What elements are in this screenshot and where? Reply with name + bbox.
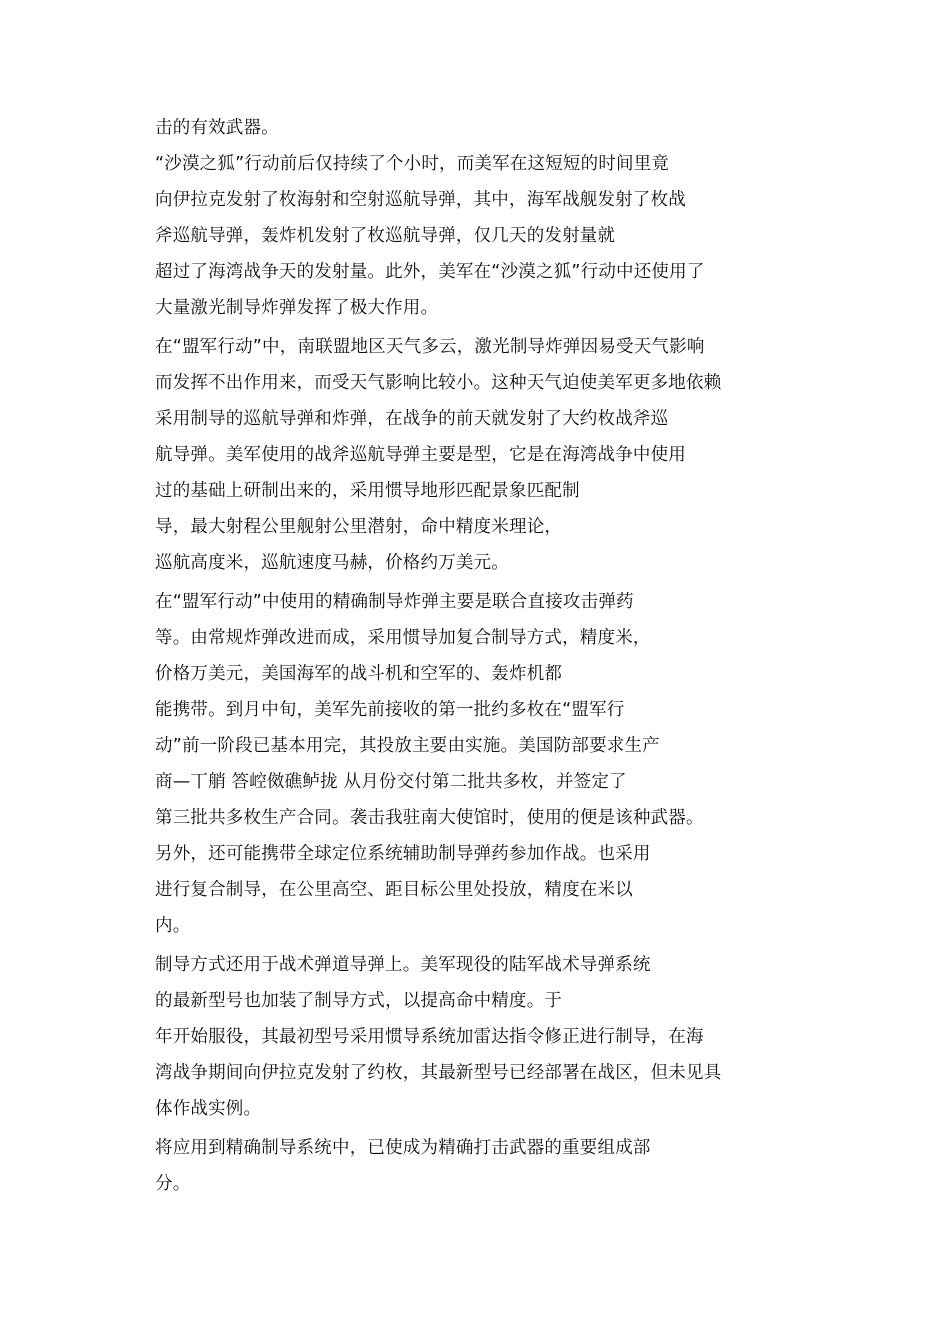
text-line: 湾战争期间向伊拉克发射了约枚，其最新型号已经部署在战区，但未见具: [155, 1063, 722, 1083]
text-line: 动”前一阶段已基本用完，其投放主要由实施。美国防部要求生产: [155, 736, 660, 756]
text-line: “沙漠之狐”行动前后仅持续了个小时，而美军在这短短的时间里竟: [155, 154, 670, 174]
text-line: 而发挥不出作用来，而受天气影响比较小。这种天气迫使美军更多地依赖: [155, 373, 722, 393]
text-line: 在“盟军行动”中，南联盟地区天气多云，激光制导炸弹因易受天气影响: [155, 337, 705, 357]
text-line: 在“盟军行动”中使用的精确制导炸弹主要是联合直接攻击弹药: [155, 592, 634, 612]
text-line: 价格万美元，美国海军的战斗机和空军的、轰炸机都: [155, 664, 563, 684]
text-line: 大量激光制导炸弹发挥了极大作用。: [155, 298, 439, 318]
text-line: 制导方式还用于战术弹道导弹上。美军现役的陆军战术导弹系统: [155, 955, 651, 975]
text-line: 巡航高度米，巡航速度马赫，价格约万美元。: [155, 553, 509, 573]
text-line: 体作战实例。: [155, 1099, 262, 1119]
text-line: 进行复合制导，在公里高空、距目标公里处投放，精度在米以: [155, 880, 633, 900]
text-line: 超过了海湾战争天的发射量。此外，美军在“沙漠之狐”行动中还使用了: [155, 262, 705, 282]
text-line: 内。: [155, 916, 191, 936]
text-line: 过的基础上研制出来的，采用惯导地形匹配景象匹配制: [155, 481, 580, 501]
text-line: 将应用到精确制导系统中，已使成为精确打击武器的重要组成部: [155, 1138, 651, 1158]
text-line: 第三批共多枚生产合同。袭击我驻南大使馆时，使用的便是该种武器。: [155, 808, 704, 828]
text-line: 商—丅艄 答崆傚礁鲈拢 从月份交付第二批共多枚，并签定了: [155, 772, 627, 792]
text-line: 另外，还可能携带全球定位系统辅助制导弹药参加作战。也采用: [155, 844, 651, 864]
text-line: 分。: [155, 1174, 191, 1194]
text-line: 的最新型号也加装了制导方式，以提高命中精度。于: [155, 991, 563, 1011]
text-line: 向伊拉克发射了枚海射和空射巡航导弹，其中，海军战舰发射了枚战: [155, 190, 686, 210]
text-line: 斧巡航导弹，轰炸机发射了枚巡航导弹，仅几天的发射量就: [155, 226, 616, 246]
text-line: 等。由常规炸弹改进而成，采用惯导加复合制导方式，精度米，: [155, 628, 651, 648]
text-line: 导，最大射程公里舰射公里潜射，命中精度米理论，: [155, 517, 563, 537]
text-line: 航导弹。美军使用的战斧巡航导弹主要是型，它是在海湾战争中使用: [155, 445, 686, 465]
text-line: 采用制导的巡航导弹和炸弹，在战争的前天就发射了大约枚战斧巡: [155, 409, 669, 429]
text-line: 击的有效武器。: [155, 118, 279, 138]
text-line: 年开始服役，其最初型号采用惯导系统加雷达指令修正进行制导，在海: [155, 1027, 704, 1047]
text-line: 能携带。到月中旬，美军先前接收的第一批约多枚在“盟军行: [155, 700, 625, 720]
